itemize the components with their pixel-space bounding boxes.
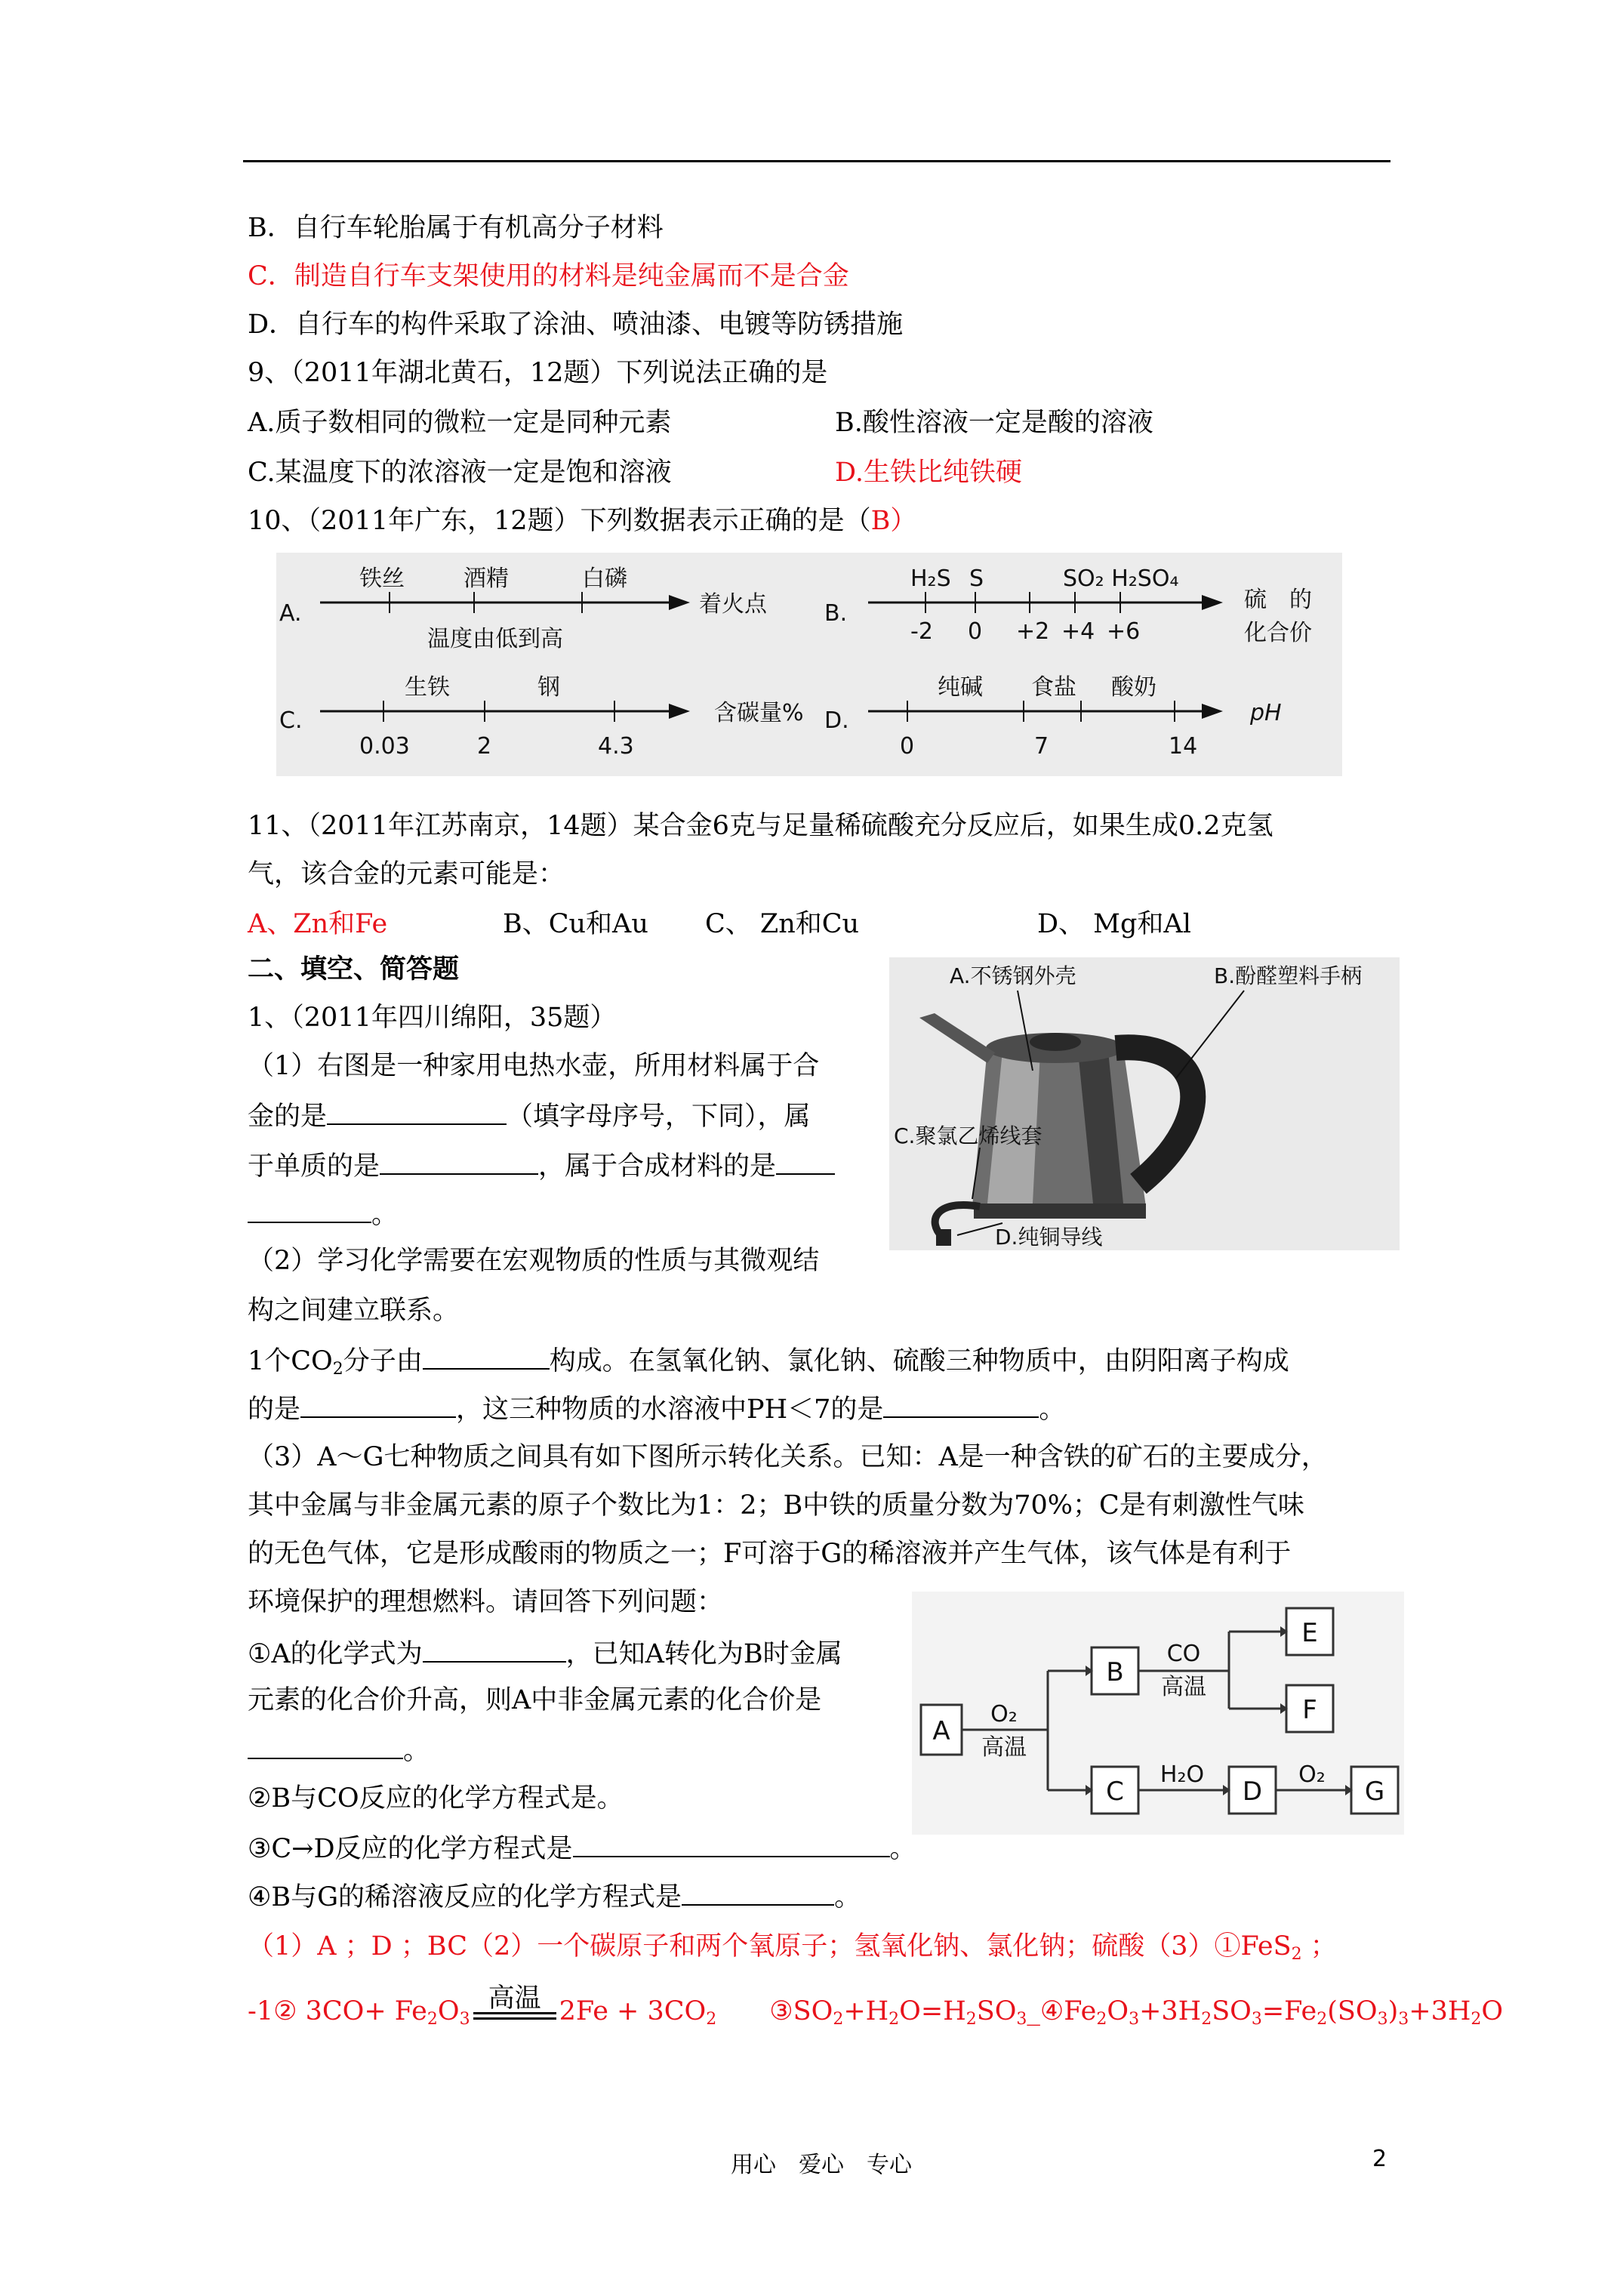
fig-a-item-bailin: 白磷 <box>582 566 627 592</box>
blank-valence[interactable] <box>248 1732 403 1759</box>
p1-part1-line4: 。 <box>248 1196 398 1231</box>
p1-part3-line4: 环境保护的理想燃料。请回答下列问题： <box>248 1587 724 1617</box>
fig-b-top-h2s: H₂S <box>910 566 951 592</box>
fig-c-item-gang: 钢 <box>537 674 560 701</box>
fig-a-label: A. <box>279 600 302 627</box>
problem-1: 1、（2011年四川绵阳，35题） <box>248 1003 617 1033</box>
flow-diagram <box>912 1592 1404 1835</box>
blank-alloy[interactable] <box>327 1098 507 1125</box>
page-number: 2 <box>1372 2146 1387 2172</box>
q11-option-a-answer: A、Zn和Fe <box>248 909 388 939</box>
q9-option-d-answer: D.生铁比纯铁硬 <box>835 458 1022 488</box>
option-b: B．自行车轮胎属于有机高分子材料 <box>248 213 664 243</box>
fig-c-tick: 4.3 <box>598 733 634 760</box>
label-gaowen-1: 高温 <box>981 1734 1027 1761</box>
q11-option-b: B、Cu和Au <box>503 909 648 939</box>
reaction-condition: 高温 <box>473 2009 556 2020</box>
p1-part3-line2: 其中金属与非金属元素的原子个数比为1：2；B中铁的质量分数为70%；C是有刺激性气味 <box>248 1490 1304 1521</box>
fig-b-tick: +2 <box>1016 618 1050 645</box>
fig-a-item-jiujing: 酒精 <box>463 566 509 592</box>
blank-a-formula[interactable] <box>423 1635 566 1663</box>
kettle-label-a: A.不锈钢外壳 <box>950 963 1076 988</box>
blank-ionic[interactable] <box>300 1391 456 1418</box>
blank-synthetic[interactable] <box>776 1148 835 1175</box>
kettle-label-c: C.聚氯乙烯线套 <box>894 1123 1042 1148</box>
label-gaowen-2: 高温 <box>1161 1674 1206 1700</box>
fig-b-top-s: S <box>969 566 984 592</box>
fig-d-label: D. <box>824 707 849 734</box>
node-g: G <box>1364 1777 1385 1807</box>
step4: ④B与G的稀溶液反应的化学方程式是 。 <box>248 1878 861 1914</box>
blank-element[interactable] <box>380 1148 538 1175</box>
header-rule <box>243 160 1390 162</box>
fig-b-tick: 0 <box>968 618 983 645</box>
fig-b-top-so2: SO₂ H₂SO₄ <box>1063 566 1179 592</box>
blank-synthetic-cont[interactable] <box>248 1196 371 1223</box>
question-10: 10、（2011年广东，12题）下列数据表示正确的是（B） <box>248 506 917 536</box>
kettle-label-d: D.纯铜导线 <box>995 1225 1103 1250</box>
q11-option-c: C、 Zn和Cu <box>705 909 860 939</box>
question-9: 9、（2011年湖北黄石，12题）下列说法正确的是 <box>248 358 828 388</box>
step3: ③C→D反应的化学方程式是 。 <box>248 1830 916 1866</box>
fig-c-tick: 0.03 <box>359 733 410 760</box>
node-f: F <box>1302 1695 1317 1725</box>
fig-c-label: C. <box>279 707 303 734</box>
p1-part3-line3: 的无色气体，它是形成酸雨的物质之一；F可溶于G的稀溶液并产生气体，该气体是有利于 <box>248 1539 1292 1569</box>
step1-line2: 元素的化合价升高，则A中非金属元素的化合价是 <box>248 1685 822 1715</box>
p1-part2-line1: （2）学习化学需要在宏观物质的性质与其微观结 <box>248 1246 820 1276</box>
fig-b-axis2: 化合价 <box>1244 620 1312 646</box>
step2: ②B与CO反应的化学方程式是。 <box>248 1783 624 1814</box>
option-d: D．自行车的构件采取了涂油、喷油漆、电镀等防锈措施 <box>248 310 904 340</box>
fig-a-item-tiesi: 铁丝 <box>359 566 405 592</box>
q10-answer: B <box>870 506 891 536</box>
fig-d-item-suannai: 酸奶 <box>1111 674 1156 701</box>
q9-option-c: C.某温度下的浓溶液一定是饱和溶液 <box>248 458 672 488</box>
fig-b-tick: -2 <box>910 618 933 645</box>
blank-b-g[interactable] <box>682 1878 834 1906</box>
section-2-heading: 二、填空、简答题 <box>248 954 460 985</box>
p1-co2-line: 1个$CO_2$分子由 构成。在氢氧化钠、氯化钠、硫酸三种物质中，由阴阳离子构成 <box>248 1342 1289 1378</box>
answer-line2: -1② $3CO+ Fe_2O_3$ 高温 $2Fe + 3CO_2$ $③SO_2+H_2O=H_2SO_3\_④Fe_2O_3+3H_2SO_3=Fe_2(SO_3)_3+3H_2O$ <box>248 1983 1504 2029</box>
label-co: CO <box>1166 1641 1201 1667</box>
question-11-line1: 11、（2011年江苏南京，14题）某合金6克与足量稀硫酸充分反应后，如果生成0.2克氢 <box>248 811 1273 841</box>
fig-c-axis: 含碳量% <box>714 700 804 726</box>
footer-slogan: 用心 爱心 专心 <box>731 2152 912 2178</box>
label-o2-2: O₂ <box>1298 1761 1326 1788</box>
blank-co2-composition[interactable] <box>423 1342 550 1370</box>
p1-part2-line2: 构之间建立联系。 <box>248 1296 460 1326</box>
blank-ph[interactable] <box>883 1391 1039 1418</box>
fig-d-axis: pH <box>1250 700 1282 726</box>
fig-d-tick: 0 <box>900 733 915 760</box>
node-e: E <box>1301 1618 1318 1648</box>
blank-c-to-d[interactable] <box>573 1830 890 1857</box>
q11-option-d: D、 Mg和Al <box>1037 909 1191 939</box>
step1-line3: 。 <box>248 1732 430 1767</box>
p1-part1-line2: 金的是 （填字母序号，下同），属 <box>248 1098 811 1133</box>
q9-option-b: B.酸性溶液一定是酸的溶液 <box>835 408 1153 438</box>
fig-b-label: B. <box>824 600 848 627</box>
fig-d-item-shiyan: 食盐 <box>1031 674 1076 701</box>
p1-ion-line: 的是 ，这三种物质的水溶液中PH＜7的是 。 <box>248 1391 1065 1426</box>
q9-option-a: A.质子数相同的微粒一定是同种元素 <box>248 408 672 438</box>
node-b: B <box>1106 1657 1124 1687</box>
node-c: C <box>1106 1777 1124 1807</box>
fig-d-tick: 7 <box>1034 733 1049 760</box>
q10-figure <box>276 553 1342 776</box>
fig-b-axis1: 硫 的 <box>1244 587 1312 613</box>
p1-part3-line1: （3）A～G七种物质之间具有如下图所示转化关系。已知：A是一种含铁的矿石的主要成分， <box>248 1442 1328 1472</box>
option-c-answer: C．制造自行车支架使用的材料是纯金属而不是合金 <box>248 261 849 291</box>
fig-c-item-shengtie: 生铁 <box>405 674 450 701</box>
fig-c-tick: 2 <box>477 733 492 760</box>
node-d: D <box>1242 1777 1263 1807</box>
fig-a-axis: 着火点 <box>699 591 767 618</box>
fig-a-sub: 温度由低到高 <box>427 626 563 652</box>
kettle-label-b: B.酚醛塑料手柄 <box>1214 963 1363 988</box>
p1-part1-line3: 于单质的是 ，属于合成材料的是 <box>248 1148 835 1183</box>
fig-b-tick: +6 <box>1107 618 1141 645</box>
fig-d-item-chunjian: 纯碱 <box>938 674 983 701</box>
label-o2: O₂ <box>990 1701 1018 1727</box>
step1-line1: ①A的化学式为 ，已知A转化为B时金属 <box>248 1635 842 1671</box>
node-a: A <box>932 1716 950 1746</box>
kettle-figure <box>889 957 1400 1250</box>
fig-d-tick: 14 <box>1169 733 1198 760</box>
question-11-line2: 气，该合金的元素可能是： <box>248 859 565 889</box>
label-h2o: H₂O <box>1160 1761 1205 1788</box>
fig-b-tick: +4 <box>1061 618 1095 645</box>
answer-line1: （1）A ；D ；BC（2）一个碳原子和两个氧原子；氢氧化钠、氯化钠；硫酸（3）①FeS$_2$ ； <box>248 1931 1337 1964</box>
p1-part1-line1: （1）右图是一种家用电热水壶，所用材料属于合 <box>248 1051 820 1081</box>
